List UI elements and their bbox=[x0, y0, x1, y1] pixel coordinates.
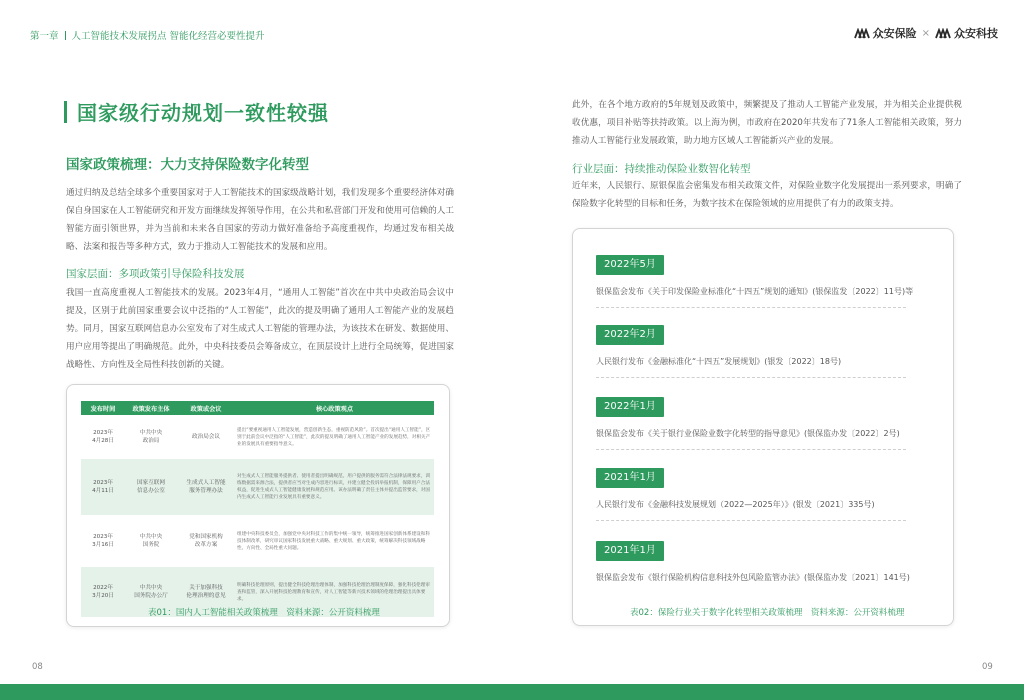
timeline-date: 2022年1月 bbox=[596, 397, 664, 417]
timeline-text: 银保监会发布《关于银行业保险业数字化转型的指导意见》(银保监办发〔2022〕2号) bbox=[596, 429, 900, 438]
timeline-date: 2022年5月 bbox=[596, 255, 664, 275]
chapter-title: 人工智能技术发展拐点 智能化经营必要性提升 bbox=[71, 31, 265, 42]
logo-separator: × bbox=[921, 27, 930, 39]
zhongan-logo-icon bbox=[935, 28, 951, 39]
industry-level-heading: 行业层面：持续推动保险业数智化转型 bbox=[572, 163, 751, 175]
cell-date: 2023年 4月28日 bbox=[81, 415, 125, 459]
cell-issuer: 中共中央 政治局 bbox=[125, 415, 177, 459]
divider bbox=[596, 307, 906, 308]
page-number-left: 08 bbox=[32, 662, 43, 672]
page-header bbox=[0, 0, 1024, 62]
section-title bbox=[64, 97, 329, 126]
cell-policy: 政治局会议 bbox=[177, 415, 235, 459]
logo-zhongan-insurance bbox=[854, 25, 917, 41]
table-row bbox=[81, 459, 434, 515]
timeline-date: 2022年2月 bbox=[596, 325, 664, 345]
divider bbox=[596, 449, 906, 450]
column-header: 政策发布主体 bbox=[125, 401, 177, 415]
cell-policy: 生成式人工智能 服务管理办法 bbox=[177, 459, 235, 515]
logo-right-text: 众安科技 bbox=[954, 27, 998, 40]
cell-points: 对生成式人工智能服务提供者、使用者提出明确规范。用户提供的服务需符合法律法规要求，训练数据需来源合法，提供者应当对生成内容进行标识，并建立健全投诉举报机制，保障用户合法权益，促进生成式人工智能健康发展和规范应用。该办法明确了责任主体并提出监管要求，对国内生成式人工智能行业发展具有重要意义。 bbox=[235, 459, 434, 515]
cell-points: 组建中央科技委员会，加强党中央对科技工作的集中统一领导，统筹推进国家创新体系建设和科技体制改革，研究审议国家科技发展重大战略、重大规划、重大政策，统筹解决科技领域战略性、方向性、全局性重大问题。 bbox=[235, 515, 434, 567]
timeline-item bbox=[596, 252, 926, 308]
brand-logos bbox=[854, 25, 998, 41]
page-number-right: 09 bbox=[982, 662, 993, 672]
timeline-date: 2021年1月 bbox=[596, 468, 664, 488]
cell-policy: 关于加强科技 伦理治理的意见 bbox=[177, 567, 235, 617]
column-header: 发布时间 bbox=[81, 401, 125, 415]
column-header: 核心政策观点 bbox=[235, 401, 434, 415]
cell-points: 明确科技伦理原则，提出健全科技伦理治理体制，加强科技伦理治理制度保障，强化科技伦理审查和监管，深入开展科技伦理教育和宣传，对人工智能等新兴技术领域的伦理治理提出具体要求。 bbox=[235, 567, 434, 617]
national-level-heading: 国家层面：多项政策引导保险科技发展 bbox=[66, 268, 245, 280]
divider bbox=[65, 31, 66, 40]
cell-date: 2023年 4月11日 bbox=[81, 459, 125, 515]
cell-date: 2022年 3月20日 bbox=[81, 567, 125, 617]
chapter-heading bbox=[30, 28, 265, 42]
chapter-label: 第一章 bbox=[30, 31, 59, 42]
divider bbox=[596, 377, 906, 378]
timeline-text: 银保监会发布《关于印发保险业标准化“十四五”规划的通知》(银保监发〔2022〕11号)等 bbox=[596, 287, 914, 296]
logo-left-text: 众安保险 bbox=[872, 27, 917, 40]
title-marker bbox=[64, 101, 67, 123]
timeline-item bbox=[596, 394, 926, 450]
table-caption: 表01：国内人工智能相关政策梳理 资料来源：公开资料梳理 bbox=[148, 608, 380, 618]
table-header-row bbox=[81, 401, 434, 415]
cell-policy: 党和国家机构 改革方案 bbox=[177, 515, 235, 567]
national-level-paragraph: 我国一直高度重视人工智能技术的发展。2023年4月，“通用人工智能”首次在中共中央政治局会议中提及，区别于此前国家重要会议中泛指的“人工智能”，此次的提及明确了通用人工智能产业的发展趋势。同月，国家互联网信息办公室发布了对生成式人工智能的管理办法，为该技术在研发、数据使用、用户应用等提出了明确规范。此外，中央科技委员会筹备成立，在顶层设计上进行全局统筹，促进国家战略性、方向性及全局性科技创新的关键。 bbox=[66, 288, 454, 370]
cell-date: 2023年 3月16日 bbox=[81, 515, 125, 567]
section-subtitle: 国家政策梳理：大力支持保险数字化转型 bbox=[66, 157, 309, 173]
industry-level-paragraph: 近年来，人民银行、原银保监会密集发布相关政策文件，对保险业数字化发展提出一系列要求，明确了保险数字化转型的目标和任务，为数字技术在保险领域的应用提供了有力的政策支持。 bbox=[572, 181, 962, 209]
timeline-text: 人民银行发布《金融科技发展规划（2022—2025年）》(银发〔2021〕335号) bbox=[596, 500, 875, 509]
cell-points: 提出“要重视通用人工智能发展，营造创新生态，重视防范风险”。首次提出“通用人工智能”，区别于此前会议中泛指的“人工智能”，此次的提及明确了通用人工智能产业的发展趋势，对相关产业的发展具有重要指导意义。 bbox=[235, 415, 434, 459]
local-policy-paragraph: 此外，在各个地方政府的5年规划及政策中，频繁提及了推动人工智能产业发展，并为相关企业提供税收优惠，项目补贴等扶持政策。以上海为例，市政府在2020年共发布了71条人工智能相关政策，努力推动人工智能行业发展政策，助力地方区域人工智能新兴产业的发展。 bbox=[572, 100, 962, 146]
timeline-item bbox=[596, 465, 926, 521]
divider bbox=[596, 520, 906, 521]
timeline-item bbox=[596, 322, 926, 378]
policy-table bbox=[81, 401, 434, 617]
timeline-text: 银保监会发布《银行保险机构信息科技外包风险监管办法》(银保监办发〔2021〕141号) bbox=[596, 573, 910, 582]
table-row bbox=[81, 515, 434, 567]
timeline-date: 2021年1月 bbox=[596, 541, 664, 561]
timeline-item bbox=[596, 538, 926, 583]
logo-zhongan-tech bbox=[935, 25, 998, 41]
intro-paragraph: 通过归纳及总结全球多个重要国家对于人工智能技术的国家级战略计划，我们发现多个重要经济体对确保自身国家在人工智能研究和开发方面继续发挥领导作用，在公共和私营部门开发和使用可信赖的人工智能方面引领世界，并为当前和未来各自国家的劳动力做好准备给予高度重视作，均通过发布相关战略、法案和报告等多种方式，致力于推动人工智能技术的发展和应用。 bbox=[66, 188, 454, 252]
timeline-caption: 表02：保险行业关于数字化转型相关政策梳理 资料来源：公开资料梳理 bbox=[630, 608, 905, 618]
table-row bbox=[81, 415, 434, 459]
cell-issuer: 国家互联网 信息办公室 bbox=[125, 459, 177, 515]
cell-issuer: 中共中央 国务院办公厅 bbox=[125, 567, 177, 617]
zhongan-logo-icon bbox=[854, 28, 870, 39]
section-title-text: 国家级行动规划一致性较强 bbox=[77, 101, 329, 125]
timeline-text: 人民银行发布《金融标准化“十四五”发展规划》(银发〔2022〕18号) bbox=[596, 357, 842, 366]
footer-bar bbox=[0, 684, 1024, 700]
column-header: 政策或会议 bbox=[177, 401, 235, 415]
cell-issuer: 中共中央 国务院 bbox=[125, 515, 177, 567]
